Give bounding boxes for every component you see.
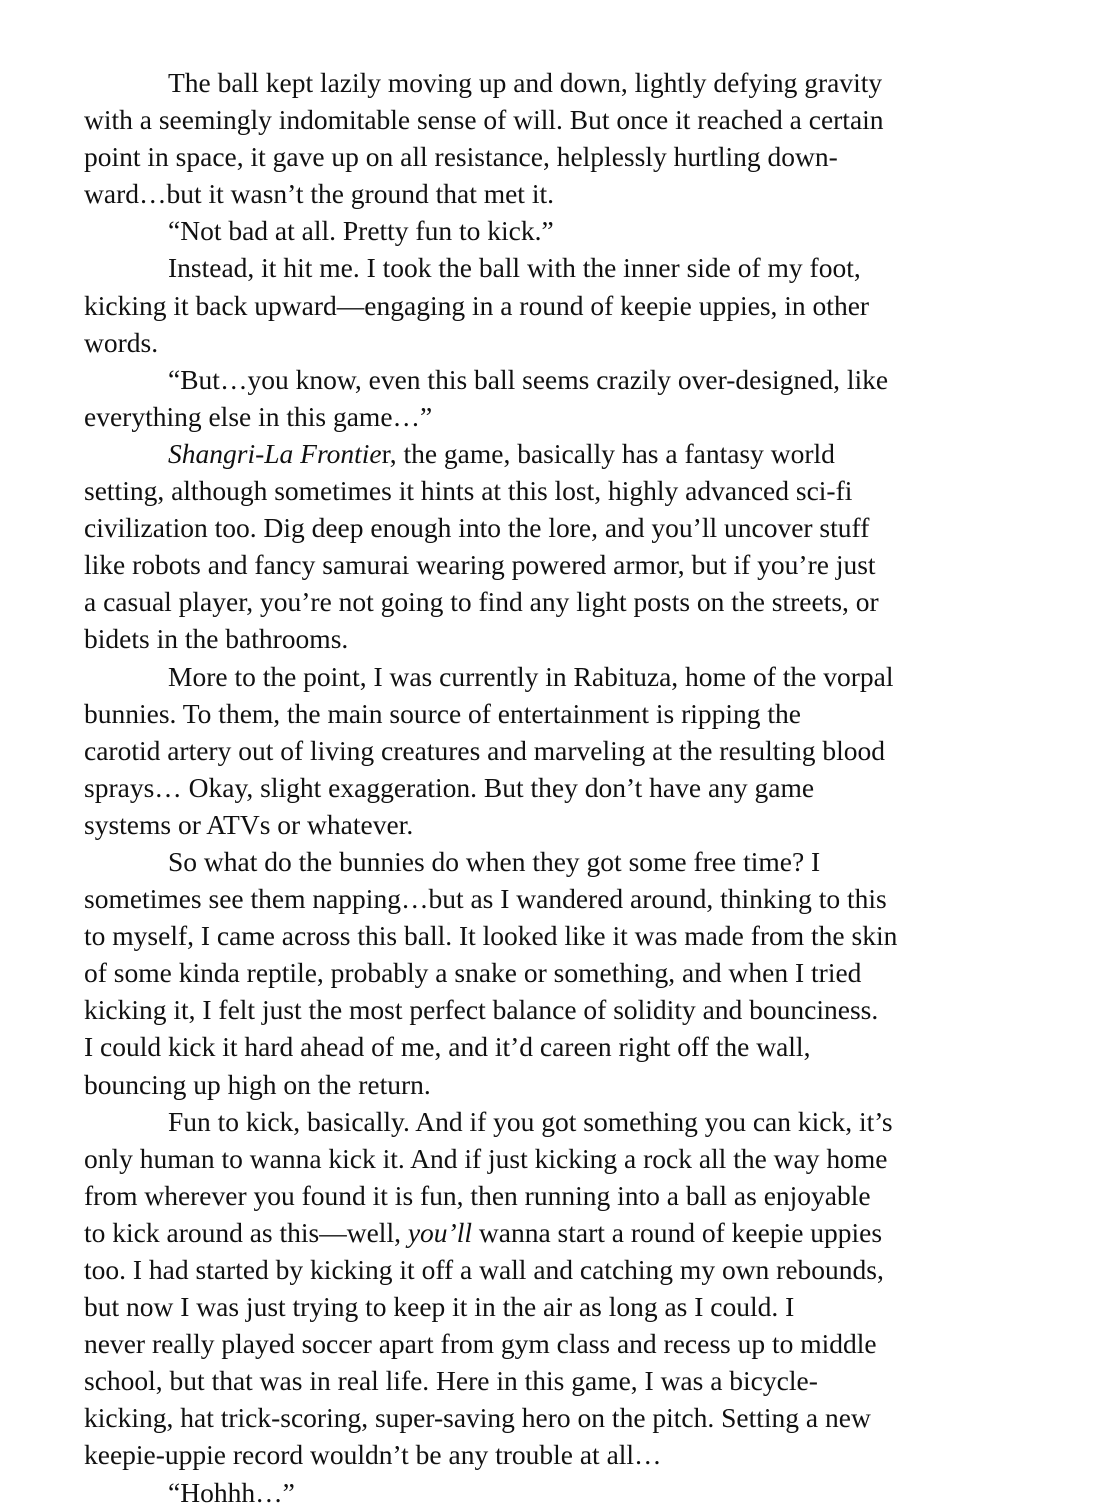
text-line: sometimes see them napping…but as I wandered around, thinking to this <box>84 883 887 915</box>
text-line: a casual player, you’re not going to find any light posts on the streets, or <box>84 586 879 618</box>
paragraph-6 <box>84 658 1029 843</box>
paragraph-2 <box>84 212 1029 249</box>
text-fragment: to kick around as this—well, <box>84 1216 408 1248</box>
text-line: of some kinda reptile, probably a snake or something, and when I tried <box>84 957 862 989</box>
text-fragment: wanna start a round of keepie uppies <box>472 1216 883 1248</box>
paragraph-8 <box>84 1103 1029 1474</box>
text-line: too. I had started by kicking it off a wall and catching my own rebounds, <box>84 1254 884 1285</box>
paragraph-9 <box>84 1474 1029 1511</box>
game-title: Shangri-La Frontie <box>168 437 382 469</box>
text-line: Fun to kick, basically. And if you got something you can kick, it’s <box>168 1105 893 1137</box>
text-line: never really played soccer apart from gym class and recess up to middle <box>84 1328 877 1360</box>
paragraph-3 <box>84 249 1029 360</box>
text-line: Instead, it hit me. I took the ball with the inner side of my foot, <box>168 252 861 284</box>
text-line: “But…you know, even this ball seems crazily over-designed, like <box>168 363 889 395</box>
text-fragment: r, the game, basically has a fantasy world <box>381 437 835 469</box>
text-line: point in space, it gave up on all resistance, helplessly hurtling down- <box>84 141 838 173</box>
text-line: sprays… Okay, slight exaggeration. But they don’t have any game <box>84 771 815 803</box>
text-line: More to the point, I was currently in Rabituza, home of the vorpal <box>168 660 894 692</box>
text-line: everything else in this game…” <box>84 400 433 432</box>
text-line: bidets in the bathrooms. <box>84 623 349 655</box>
text-line: ward…but it wasn’t the ground that met it. <box>84 178 554 210</box>
book-page <box>84 64 1029 1511</box>
paragraph-7 <box>84 843 1029 1103</box>
text-line: school, but that was in real life. Here in this game, I was a bicycle- <box>84 1365 818 1397</box>
text-line: keepie-uppie record wouldn’t be any trouble at all… <box>84 1439 662 1471</box>
text-line: “Hohhh…” <box>168 1476 295 1508</box>
paragraph-5 <box>84 435 1029 658</box>
text-line: The ball kept lazily moving up and down, lightly defying gravity <box>168 67 883 98</box>
text-line: systems or ATVs or whatever. <box>84 808 414 840</box>
text-line: from wherever you found it is fun, then running into a ball as enjoyable <box>84 1179 871 1211</box>
text-line: “Not bad at all. Pretty fun to kick.” <box>168 215 554 247</box>
text-line: only human to wanna kick it. And if just kicking a rock all the way home <box>84 1142 888 1174</box>
text-line: carotid artery out of living creatures and marveling at the resulting blood <box>84 734 886 766</box>
text-line: with a seemingly indomitable sense of will. But once it reached a certain <box>84 104 884 136</box>
paragraph-1 <box>84 64 1029 212</box>
text-line: bouncing up high on the return. <box>84 1068 431 1100</box>
text-line: kicking it, I felt just the most perfect balance of solidity and bounciness. <box>84 994 879 1026</box>
text-line: So what do the bunnies do when they got some free time? I <box>168 845 821 877</box>
text-line: words. <box>84 326 159 358</box>
text-line: setting, although sometimes it hints at this lost, highly advanced sci-fi <box>84 475 853 507</box>
text-line <box>84 1214 1029 1251</box>
text-line: bunnies. To them, the main source of entertainment is ripping the <box>84 697 801 729</box>
text-line: to myself, I came across this ball. It looked like it was made from the skin <box>84 920 898 952</box>
text-line: kicking, hat trick-scoring, super-saving hero on the pitch. Setting a new <box>84 1402 871 1434</box>
text-line <box>84 435 1029 472</box>
text-line: I could kick it hard ahead of me, and it’d careen right off the wall, <box>84 1031 811 1063</box>
text-line: but now I was just trying to keep it in the air as long as I could. I <box>84 1291 795 1323</box>
text-line: civilization too. Dig deep enough into the lore, and you’ll uncover stuff <box>84 512 870 544</box>
text-line: kicking it back upward—engaging in a round of keepie uppies, in other <box>84 289 870 321</box>
emphasis-text: you’ll <box>407 1216 472 1248</box>
text-line: like robots and fancy samurai wearing powered armor, but if you’re just <box>84 549 876 581</box>
paragraph-4 <box>84 361 1029 435</box>
